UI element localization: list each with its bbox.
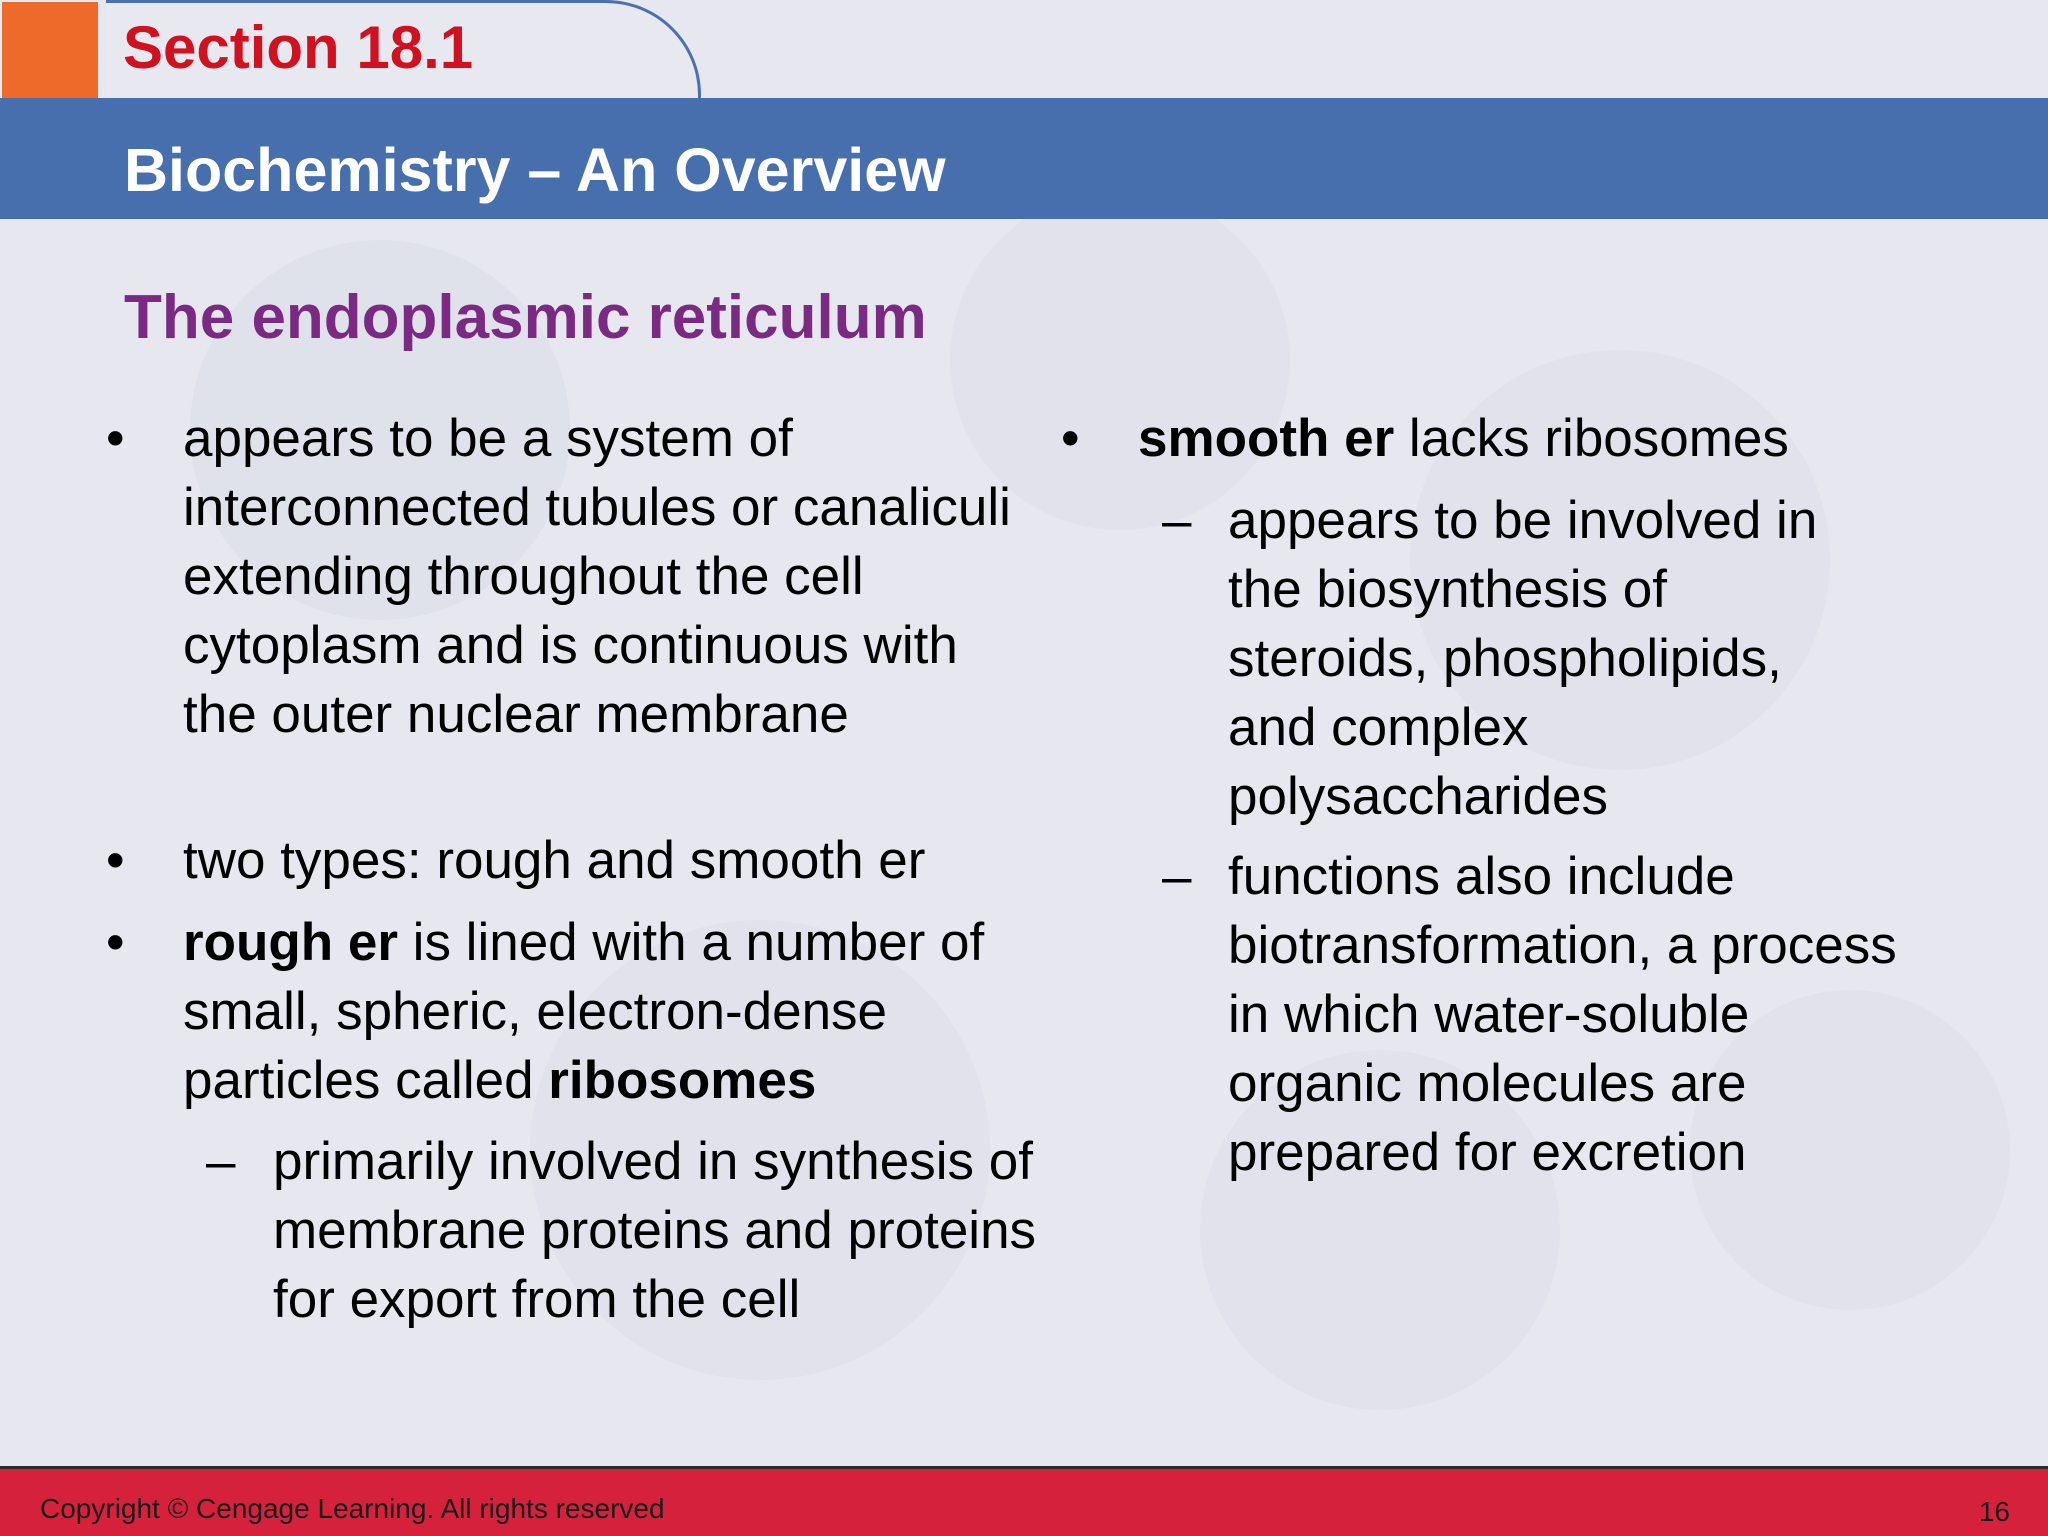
bullet-glyph: • xyxy=(1061,409,1080,468)
page-number: 16 xyxy=(1978,1496,2010,1527)
right-bullet-1-text: lacks ribosomes xyxy=(1394,409,1789,468)
left-bullet-1: appears to be a system of interconnected tubules or canaliculi extending throughout the cell cytoplasm and is continuous with the outer nuclear membrane xyxy=(183,409,1011,744)
header-title: Biochemistry – An Overview xyxy=(124,136,946,204)
dash-glyph: – xyxy=(1162,491,1192,550)
right-bullet-1 xyxy=(1138,404,2018,473)
left-sub-bullet-1: primarily involved in synthesis of membrane proteins and proteins for export from the cell xyxy=(273,1132,1037,1329)
left-bullet-2: two types: rough and smooth er xyxy=(183,831,926,890)
bullet-glyph: • xyxy=(106,831,125,890)
term-rough-er: rough er xyxy=(183,913,398,972)
bullet-glyph: • xyxy=(106,913,125,972)
dash-glyph: – xyxy=(206,1132,236,1191)
right-sub-bullet-2: functions also include biotransformation, a process in which water-soluble organic molecules are prepared for excretion xyxy=(1228,847,1897,1182)
copyright-notice: Copyright © Cengage Learning. All rights reserved xyxy=(40,1493,665,1524)
section-accent-square xyxy=(2,2,98,98)
term-smooth-er: smooth er xyxy=(1138,409,1395,468)
slide-title: The endoplasmic reticulum xyxy=(124,283,927,352)
term-ribosomes: ribosomes xyxy=(548,1051,817,1110)
right-sub-bullet-1: appears to be involved in the biosynthesis of steroids, phospholipids, and complex polysaccharides xyxy=(1228,491,1818,826)
bullet-glyph: • xyxy=(106,409,125,468)
dash-glyph: – xyxy=(1162,847,1192,906)
bullet-3-text: is lined with a number of small, spheric, electron-dense particles called xyxy=(183,913,985,1110)
left-bullet-3 xyxy=(183,908,1023,1115)
section-label: Section 18.1 xyxy=(123,14,474,81)
